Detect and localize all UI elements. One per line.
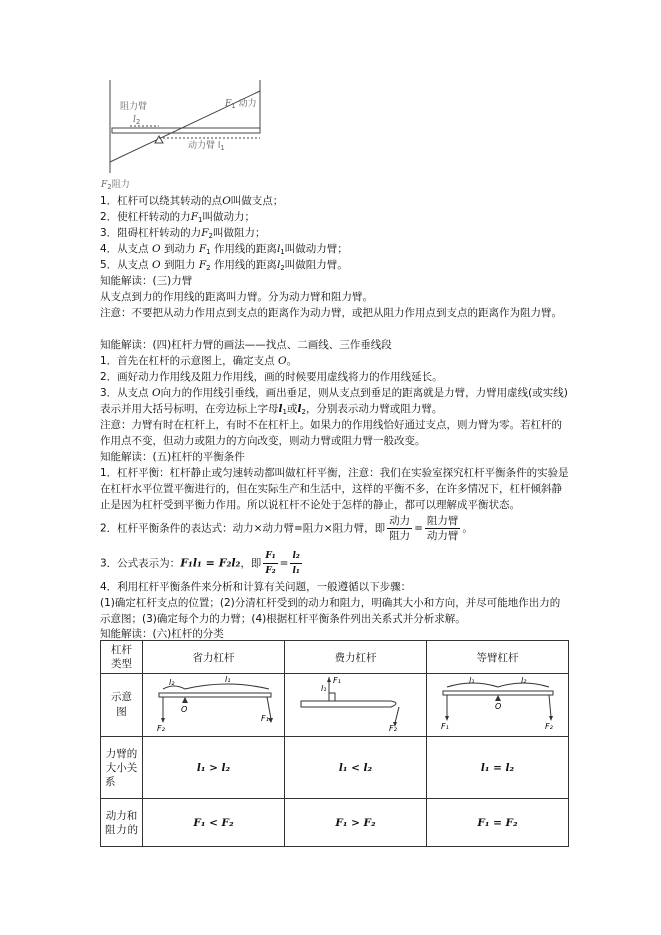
table-header-row [101, 641, 569, 674]
force-rel-distance-saving: F₁ > F₂ [285, 799, 427, 847]
diagram-force-saving [143, 674, 285, 737]
def-1: 1．杠杆可以绕其转动的点O叫做支点； [100, 195, 284, 207]
row-head-arm: 力臂的大小关系 [101, 737, 143, 799]
svg-text:l₁: l₁ [320, 683, 326, 693]
arm-rel-force-saving: l₁ > l₂ [143, 737, 285, 799]
section-4-title: 知能解读：(四)杠杆力臂的画法——找点、二画线、三作垂线段 [100, 339, 392, 351]
section-4-note: 注意：力臂有时在杠杆上，有时不在杠杆上。如果力的作用线恰好通过支点，则力臂为零。若杠杆的作用点不变，但动力或阻力的方向改变，则动力臂或阻力臂一般改变。 [100, 419, 562, 447]
svg-text:F₂: F₂ [388, 723, 397, 733]
diagram-equal-arm [427, 674, 569, 737]
def-3: 3．阻碍杠杆转动的力$F_2$叫做阻力； [100, 227, 266, 240]
def-2: 2．使杠杆转动的力$F_1$叫做动力； [100, 211, 255, 224]
svg-text:O: O [180, 704, 187, 714]
lever-classification-table [100, 640, 569, 847]
table-row-diagram [101, 674, 569, 737]
section-6-title: 知能解读：(六)杠杆的分类 [100, 628, 224, 640]
svg-text:F₂: F₂ [156, 723, 165, 733]
table-row-force [101, 799, 569, 847]
force-saving-lever-icon [149, 675, 279, 733]
section-5-p5: (1)确定杠杆支点的位置；(2)分清杠杆受到的动力和阻力，明确其大小和方向，并尽可能地作出力的示意图；(3)确定每个力的力臂；(4)根据杠杆平衡条件列出关系式并分析求解。 [100, 597, 561, 625]
section-5-p3: 3．公式表示为：F₁l₁ = F₂l₂，即 $\frac{\text{F₁}}{\text{F₂}}$ = $\frac{\text{l₂}}{\text{l₁}}$ [100, 551, 300, 576]
svg-text:F₂: F₂ [544, 721, 553, 731]
f2-resistance-label: $F_2$阻力 [101, 180, 130, 191]
table-row-arm [101, 737, 569, 799]
section-5-p1: 1．杠杆平衡：杠杆静止或匀速转动都叫做杠杆平衡，注意：我们在实验室探究杠杆平衡条件的实验是在杠杆水平位置平衡进行的，但在实际生产和生活中，这样的平衡不多，在许多情况下，杠杆倾斜静止是因为杠杆受到平衡力作用。所以说杠杆不论处于怎样的静止，都可以理解成平衡状态。 [100, 467, 569, 511]
equal-arm-lever-icon [433, 675, 563, 733]
svg-text:l₂: l₂ [520, 675, 526, 685]
section-4-p1: 1．首先在杠杆的示意图上，确定支点 O。 [100, 355, 298, 367]
l2-label: $l_2$ [133, 115, 141, 126]
row-head-diagram: 示意图 [101, 674, 143, 737]
arm-rel-distance-saving: l₁ < l₂ [285, 737, 427, 799]
power-arm-label: 动力臂 $l_1$ [188, 141, 225, 152]
force-rel-force-saving: F₁ < F₂ [143, 799, 285, 847]
section-3-title: 知能解读：(三)力臂 [100, 275, 193, 287]
section-5-p2: 2．杠杆平衡条件的表达式：动力×动力臂=阻力×阻力臂，即 $\frac{\text{动力}}{\text{阻力}}$ = $\frac{\text{阻力臂}}{\text{动力臂}}$ 。 [100, 515, 473, 542]
diagram-distance-saving [285, 674, 427, 737]
header-distance-saving: 费力杠杆 [285, 641, 427, 674]
def-4: 4．从支点 O 到动力 $F_1$ 作用线的距离$l_1$叫做动力臂； [100, 243, 348, 256]
arm-rel-equal-arm: l₁ = l₂ [427, 737, 569, 799]
section-4-p3: 3．从支点 O向力的作用线引垂线，画出垂足，则从支点到垂足的距离就是力臂，力臂用虚线(或实线)表示并用大括号标明，在旁边标上字母$l_1$或$l_2$，分别表示动力臂或阻力臂。 [100, 387, 568, 416]
resistance-arm-label: 阻力臂 [120, 102, 148, 112]
header-equal-arm: 等臂杠杆 [427, 641, 569, 674]
svg-text:F₁: F₁ [332, 675, 341, 685]
table-corner: 杠杆类型 [101, 641, 143, 674]
section-5-p4: 4．利用杠杆平衡条件来分析和计算有关问题，一般遵循以下步骤： [100, 581, 412, 593]
distance-saving-lever-icon [291, 675, 421, 733]
svg-text:l₁: l₁ [468, 675, 474, 685]
force-rel-equal-arm: F₁ = F₂ [427, 799, 569, 847]
section-5-title: 知能解读：(五)杠杆的平衡条件 [100, 451, 245, 463]
section-3-p2: 注意：不要把从动力作用点到支点的距离作为动力臂，或把从阻力作用点到支点的距离作为阻力臂。 [100, 307, 562, 319]
row-head-force: 动力和阻力的 [101, 799, 143, 847]
svg-text:F₁: F₁ [260, 713, 269, 723]
section-3-p1: 从支点到力的作用线的距离叫力臂。分为动力臂和阻力臂。 [100, 291, 373, 303]
header-force-saving: 省力杠杆 [143, 641, 285, 674]
f1-power-label: $F_1$ 动力 [225, 99, 257, 110]
svg-text:F₁: F₁ [440, 721, 449, 731]
svg-text:l₁: l₁ [224, 674, 230, 684]
def-5: 5．从支点 O 到阻力 $F_2$ 作用线的距离$l_2$叫做阻力臂。 [100, 259, 348, 272]
svg-text:l₂: l₂ [168, 677, 174, 687]
svg-text:O: O [494, 701, 501, 711]
section-4-p2: 2．画好动力作用线及阻力作用线，画的时候要用虚线将力的作用线延长。 [100, 371, 443, 383]
